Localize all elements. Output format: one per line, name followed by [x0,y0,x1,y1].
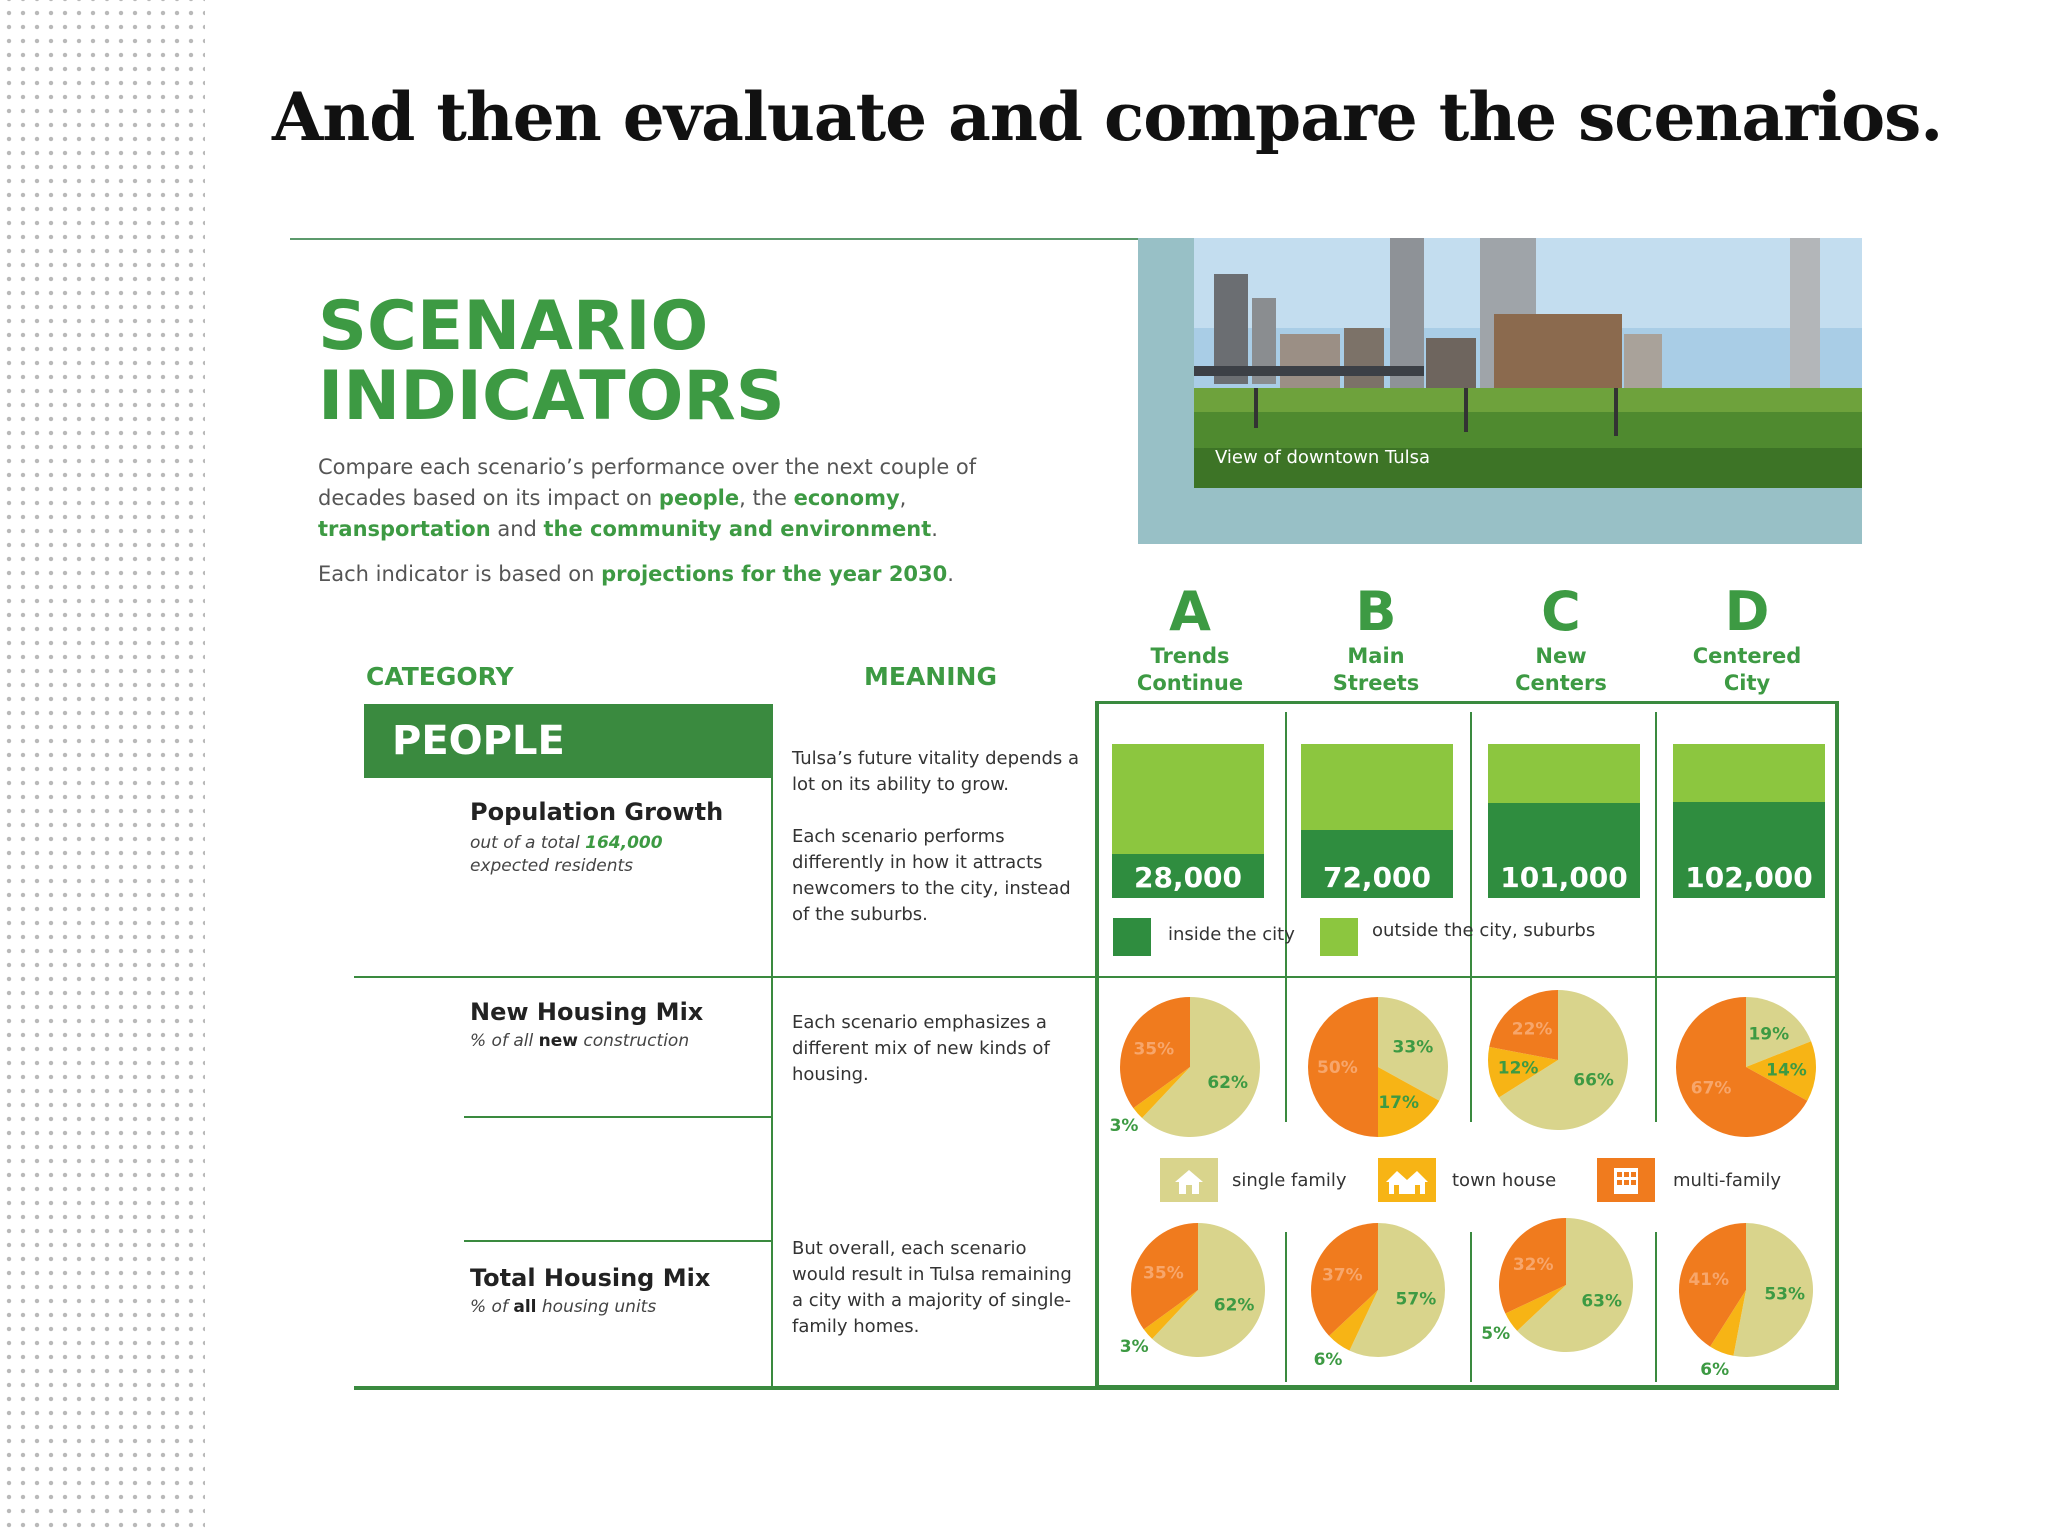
pie-label: 19% [1748,1024,1790,1045]
expected-residents-total: 164,000 [585,833,663,853]
intro-transportation: transportation [318,517,491,541]
legend-outside-city: outside the city, suburbs [1372,920,1596,941]
pie-label: 22% [1511,1019,1553,1040]
scenario-name-line2: Streets [1332,671,1420,695]
intro-text: and [490,517,544,541]
meaning-population-2: Each scenario performs differently in how it attracts newcomers to the city, instead of the suburbs. [792,826,1071,925]
meaning-total-housing: But overall, each scenario would result in Tulsa remaining a city with a majority of single-family homes. [792,1238,1072,1337]
intro-text: . [947,562,954,586]
pie-label: 37% [1321,1265,1363,1286]
pie-label: 32% [1512,1255,1554,1276]
legend-single-family: single family [1232,1170,1347,1191]
scenario-letter: A [1169,580,1211,643]
pie-label: 6% [1313,1349,1343,1370]
meaning-new-housing: Each scenario emphasizes a different mix of new kinds of housing. [792,1012,1050,1085]
scenario-name-line1: Main [1347,644,1405,668]
intro-text: Compare each scenario’s performance over the next couple of decades based on its impact on [318,455,977,510]
meaning-population-1: Tulsa’s future vitality depends a lot on its ability to grow. [792,748,1080,795]
photo-caption: View of downtown Tulsa [1215,447,1431,468]
subtitle-text: expected residents [470,856,634,876]
scenario-name-line2: Centers [1515,671,1607,695]
legend-multi-family: multi-family [1673,1170,1782,1191]
scenario-name-line2: Continue [1136,671,1244,695]
pie-label: 62% [1207,1072,1249,1093]
scenario-name-line1: New [1535,644,1587,668]
intro-text: Each indicator is based on [318,562,602,586]
indicator-title-population: Population Growth [470,798,724,826]
pie-label: 35% [1143,1263,1184,1284]
pie-label: 3% [1119,1337,1149,1358]
pie-label: 41% [1688,1270,1730,1291]
subtitle-text: out of a total [470,833,586,853]
intro-economy: economy [793,486,900,510]
scenario-name-line1: Trends [1150,644,1230,668]
subtitle-text: housing units [536,1297,657,1317]
document-title-line1: SCENARIO [318,287,709,366]
population-bar-label: 102,000 [1685,861,1813,894]
scenario-letter: D [1724,580,1770,643]
category-people: PEOPLE [392,718,565,764]
slide-title: And then evaluate and compare the scenarios. [272,78,1943,156]
pie-label: 33% [1392,1037,1434,1058]
intro-text: . [931,517,938,541]
pie-label: 3% [1109,1116,1139,1137]
pie-label: 53% [1764,1284,1806,1305]
subtitle-text: construction [577,1031,690,1051]
subtitle-emphasis: new [538,1031,578,1051]
indicator-title-new-housing: New Housing Mix [470,998,704,1026]
intro-text: , [899,486,907,510]
subtitle-emphasis: all [513,1297,537,1317]
category-header: CATEGORY [366,662,514,691]
intro-projection-year: projections for the year 2030 [601,562,948,586]
intro-community: the community and environment [543,517,932,541]
pie-label: 50% [1317,1058,1358,1078]
scenario-name-line1: Centered [1692,644,1802,668]
scenario-letter: B [1355,580,1397,643]
pie-label: 6% [1700,1360,1730,1380]
meaning-header: MEANING [864,662,997,691]
legend-town-house: town house [1452,1170,1557,1191]
pie-label: 35% [1133,1039,1175,1060]
population-bar-label: 28,000 [1133,861,1243,894]
pie-label: 62% [1213,1295,1255,1316]
subtitle-text: % of [470,1297,514,1317]
document-title-line2: INDICATORS [318,357,785,436]
scenario-name-line2: City [1723,671,1771,695]
intro-people: people [658,486,740,510]
population-bar-label: 101,000 [1500,861,1628,894]
pie-label: 14% [1766,1060,1807,1081]
intro-text: , the [739,486,794,510]
pie-label: 57% [1395,1289,1437,1310]
pie-label: 63% [1581,1291,1623,1312]
subtitle-text: % of all [470,1031,539,1051]
population-bar-label: 72,000 [1322,861,1432,894]
pie-label: 66% [1573,1070,1614,1091]
pie-label: 12% [1497,1058,1539,1079]
scenario-letter: C [1541,580,1581,643]
indicator-title-total-housing: Total Housing Mix [470,1264,711,1292]
pie-label: 67% [1690,1078,1732,1099]
legend-inside-city: inside the city [1168,924,1295,945]
pie-label: 17% [1378,1092,1420,1113]
pie-label: 5% [1481,1323,1511,1344]
